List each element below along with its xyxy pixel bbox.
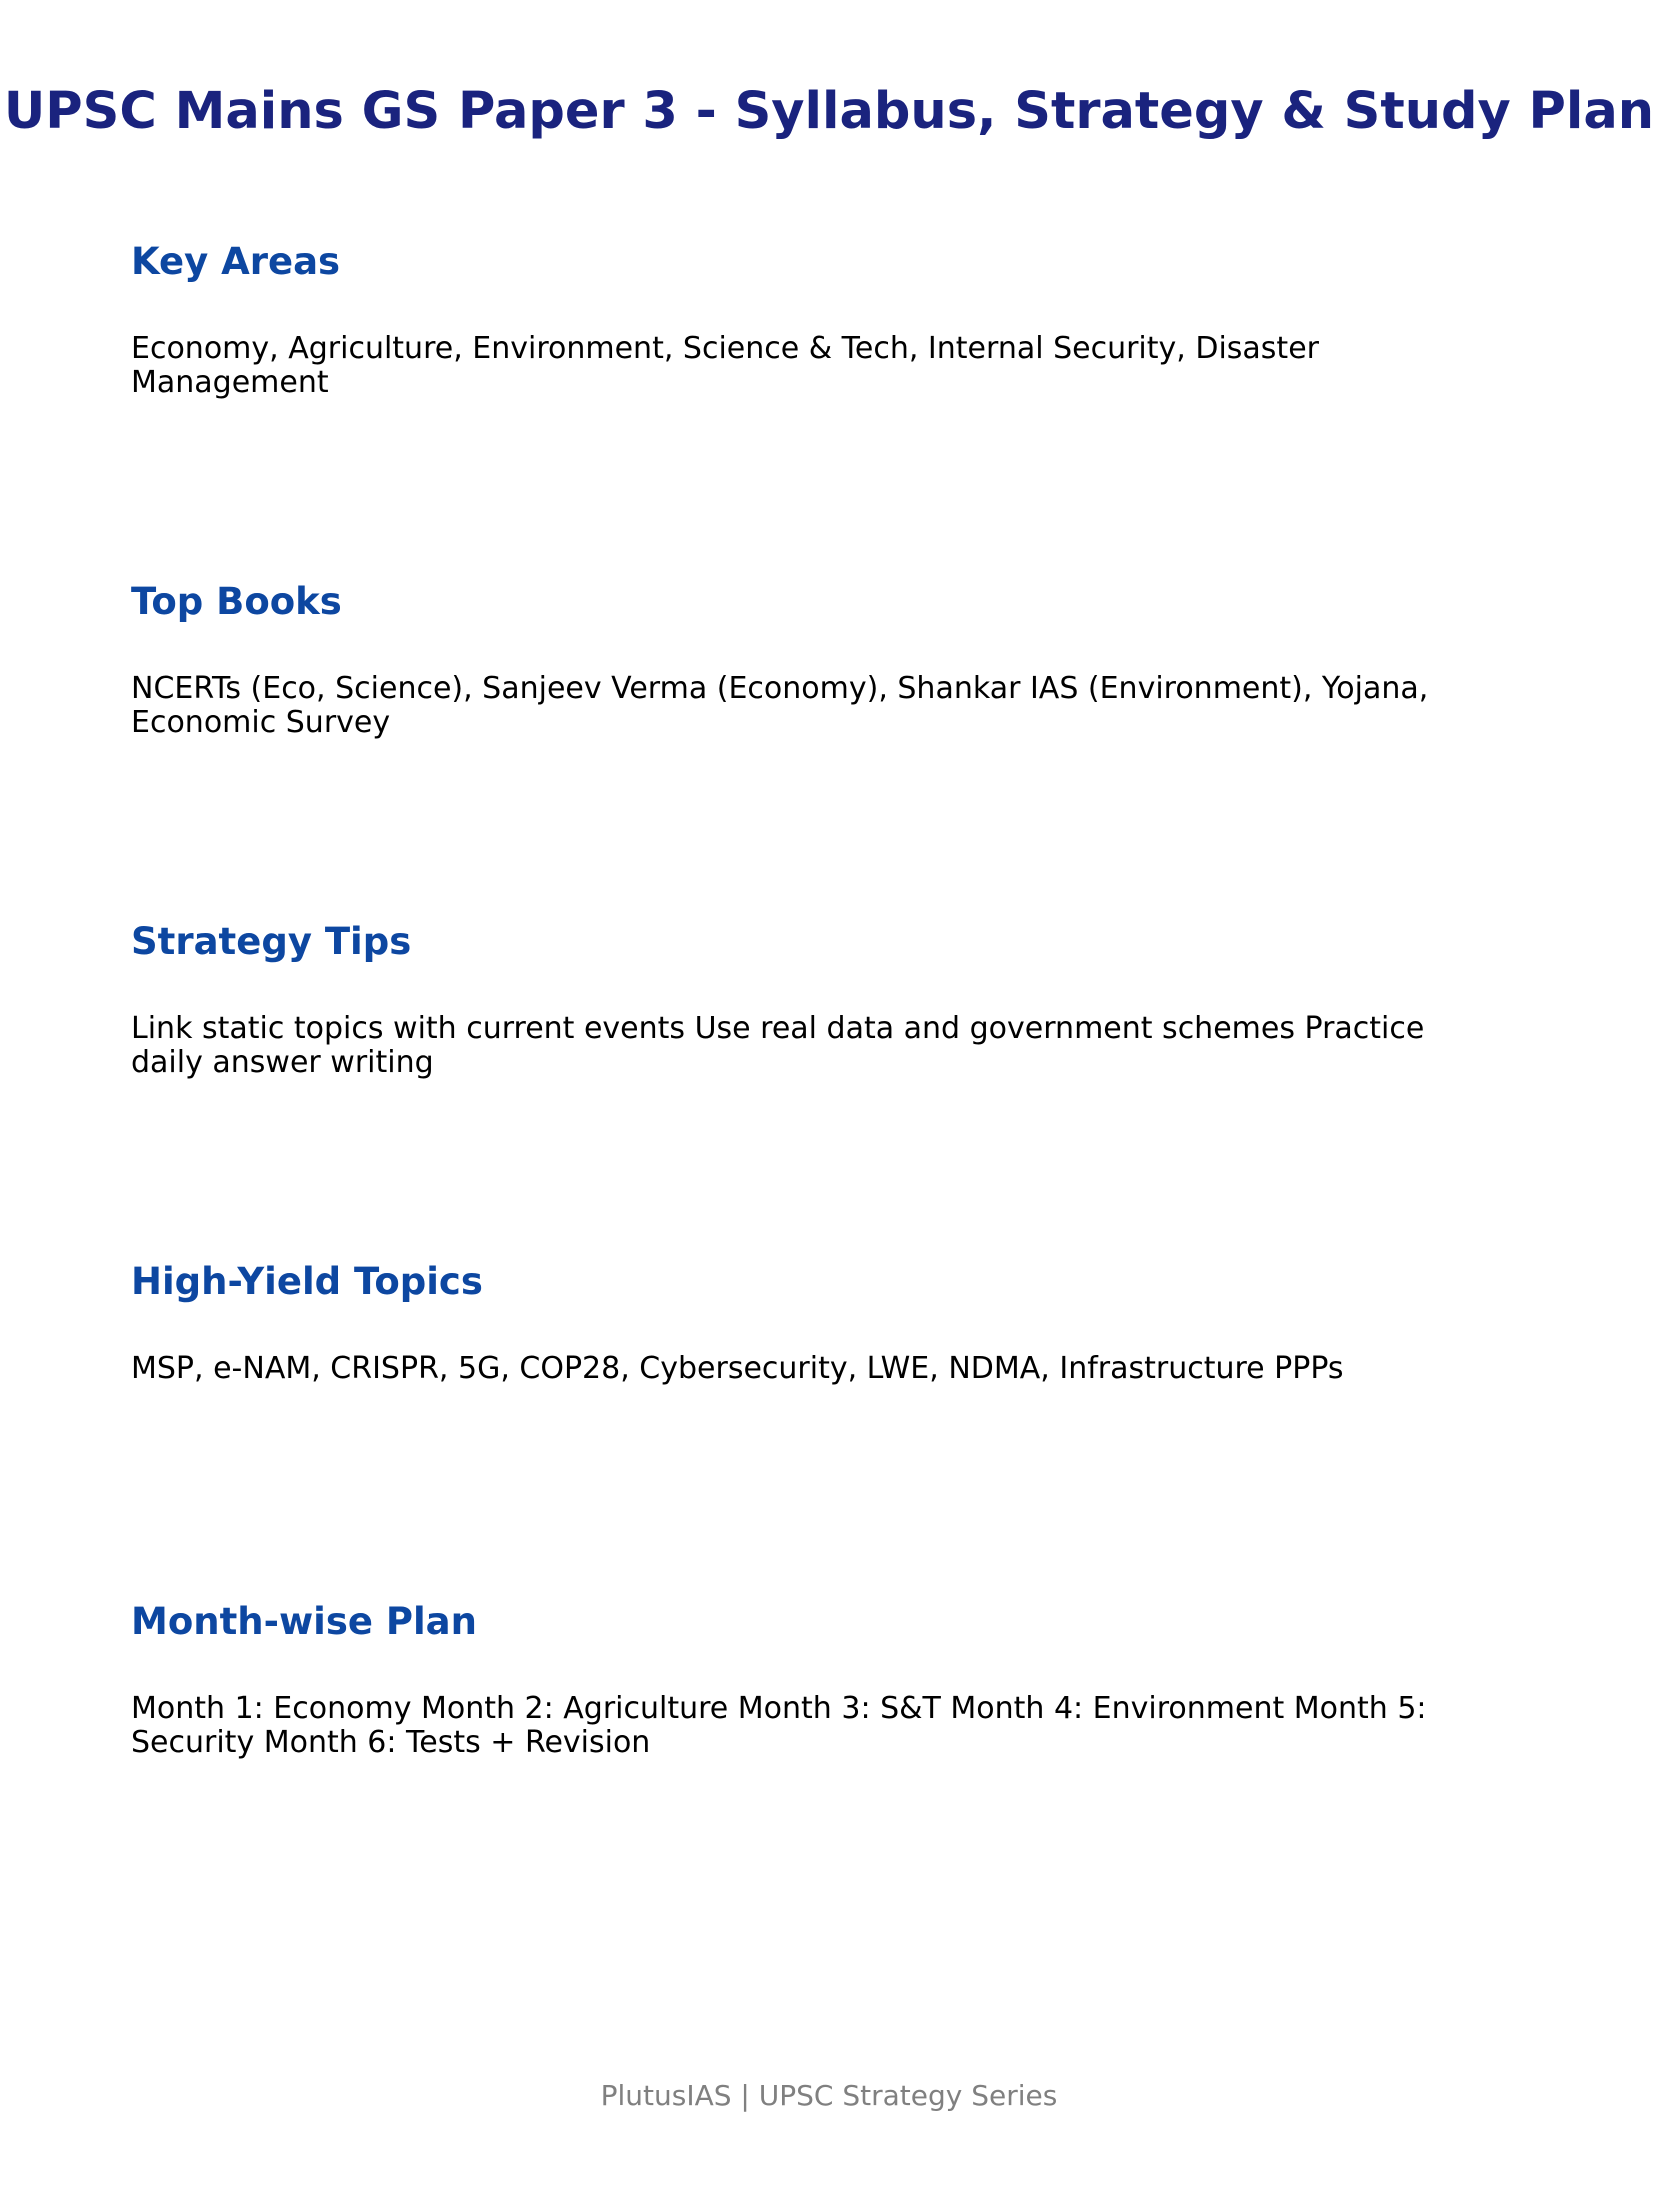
section-heading: Top Books <box>131 580 342 623</box>
section-high-yield-topics <box>131 1258 1431 1386</box>
section-body: NCERTs (Eco, Science), Sanjeev Verma (Economy), Shankar IAS (Environment), Yojana, Economic Survey <box>131 671 1429 740</box>
section-body: MSP, e-NAM, CRISPR, 5G, COP28, Cybersecurity, LWE, NDMA, Infrastructure PPPs <box>131 1351 1344 1386</box>
section-heading: Month-wise Plan <box>131 1600 477 1643</box>
section-month-wise-plan <box>131 1598 1431 1760</box>
section-heading: Key Areas <box>131 240 341 283</box>
footer: PlutusIAS | UPSC Strategy Series <box>600 2079 1058 2112</box>
section-heading: High-Yield Topics <box>131 1260 483 1303</box>
section-body: Economy, Agriculture, Environment, Science & Tech, Internal Security, Disaster Management <box>131 331 1319 400</box>
section-top-books <box>131 578 1431 740</box>
page-title: UPSC Mains GS Paper 3 - Syllabus, Strategy & Study Plan <box>3 82 1655 141</box>
section-body: Link static topics with current events Use real data and government schemes Practice daily answer writing <box>131 1011 1425 1080</box>
section-body: Month 1: Economy Month 2: Agriculture Month 3: S&T Month 4: Environment Month 5: Security Month 6: Tests + Revision <box>131 1691 1427 1760</box>
section-key-areas <box>131 238 1431 400</box>
section-strategy-tips <box>131 918 1431 1080</box>
section-heading: Strategy Tips <box>131 920 412 963</box>
